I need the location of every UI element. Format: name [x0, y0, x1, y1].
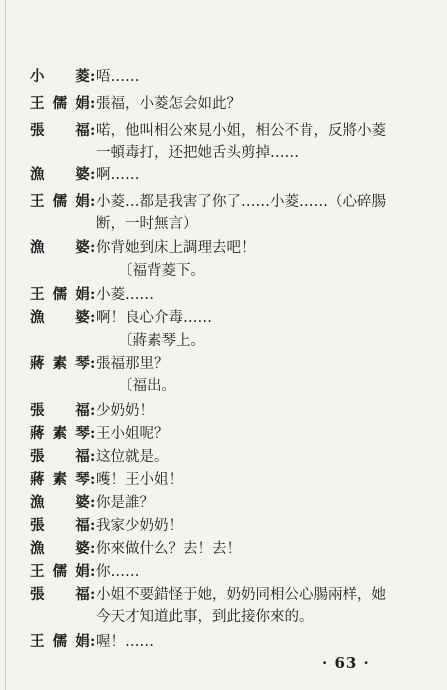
dialogue-continuation: [0, 605, 447, 629]
speaker-colon: :: [90, 471, 96, 488]
dialogue-text: 王小姐呢？: [96, 426, 169, 442]
speaker-colon: :: [90, 286, 96, 303]
speaker-colon: :: [90, 402, 96, 419]
speaker-name: 蔣素琴: [30, 425, 90, 442]
dialogue-text: 你背她到床上調理去吧！: [96, 240, 256, 256]
speaker-colon: :: [90, 95, 96, 112]
speaker-name: 蔣素琴: [30, 355, 90, 372]
speaker-colon: :: [90, 425, 96, 442]
dialogue-line: [0, 236, 447, 260]
dialogue-text: 張福，小菱怎会如此？: [96, 96, 241, 112]
speaker-name: 漁 婆: [30, 166, 90, 183]
dialogue-text: 唔……: [96, 69, 140, 85]
dialogue-text: 啊！良心介毒……: [96, 310, 212, 326]
speaker-name: 王儒娟: [30, 286, 90, 303]
stage-direction-text: 〔福出。: [118, 378, 176, 394]
speaker-name: 張 福: [30, 448, 90, 465]
speaker-colon: :: [90, 586, 96, 603]
speaker-name: 漁 婆: [30, 540, 90, 557]
dialogue-text: 你是誰？: [96, 495, 154, 511]
dialogue-continuation: [0, 141, 447, 165]
dialogue-text: 嚄！王小姐！: [96, 472, 183, 488]
speaker-colon: :: [90, 239, 96, 256]
speaker-colon: :: [90, 166, 96, 183]
speaker-name: 漁 婆: [30, 494, 90, 511]
dialogue-line: [0, 163, 447, 187]
dialogue-line: [0, 491, 447, 515]
dialogue-line: [0, 283, 447, 307]
dialogue-text: 我家少奶奶！: [96, 518, 183, 534]
speaker-name: 張 福: [30, 402, 90, 419]
speaker-name: 張 福: [30, 122, 90, 139]
dialogue-text: 喔！……: [96, 634, 154, 650]
dialogue-line: [0, 630, 447, 654]
stage-direction: [0, 259, 447, 283]
dialogue-text: 一頓毒打，还把她舌头剪掉……: [96, 145, 299, 161]
dialogue-line: [0, 119, 447, 143]
dialogue-text: 啊……: [96, 167, 140, 183]
page-number: · 63 ·: [322, 654, 370, 672]
speaker-name: 張 福: [30, 517, 90, 534]
speaker-name: 王儒娟: [30, 193, 90, 210]
speaker-colon: :: [90, 68, 96, 85]
dialogue-text: 小菱…都是我害了你了……小菱……（心碎腸: [96, 194, 386, 210]
speaker-colon: :: [90, 517, 96, 534]
dialogue-line: [0, 306, 447, 330]
speaker-colon: :: [90, 563, 96, 580]
dialogue-text: 小菱……: [96, 287, 154, 303]
dialogue-line: [0, 468, 447, 492]
stage-direction-text: 〔福背菱下。: [118, 263, 205, 279]
speaker-name: 漁 婆: [30, 239, 90, 256]
speaker-name: 王儒娟: [30, 95, 90, 112]
dialogue-text: 你……: [96, 564, 140, 580]
speaker-name: 王儒娟: [30, 633, 90, 650]
speaker-name: 張 福: [30, 586, 90, 603]
dialogue-continuation: [0, 212, 447, 236]
speaker-name: 蔣素琴: [30, 471, 90, 488]
dialogue-text: 少奶奶！: [96, 403, 154, 419]
speaker-colon: :: [90, 448, 96, 465]
dialogue-line: [0, 92, 447, 116]
speaker-colon: :: [90, 540, 96, 557]
dialogue-line: [0, 399, 447, 423]
dialogue-line: [0, 65, 447, 89]
speaker-colon: :: [90, 193, 96, 210]
speaker-name: 小 菱: [30, 68, 90, 85]
stage-direction: [0, 374, 447, 398]
dialogue-text: 这位就是。: [96, 449, 169, 465]
dialogue-line: [0, 352, 447, 376]
stage-direction-text: 〔蔣素琴上。: [118, 333, 205, 349]
speaker-colon: :: [90, 355, 96, 372]
speaker-colon: :: [90, 633, 96, 650]
speaker-name: 王儒娟: [30, 563, 90, 580]
dialogue-text: 今天才知道此事，到此接你來的。: [96, 609, 314, 625]
stage-direction: [0, 329, 447, 353]
speaker-colon: :: [90, 309, 96, 326]
dialogue-line: [0, 445, 447, 469]
dialogue-text: 喏，他叫相公來見小姐，相公不肯，反將小菱: [96, 123, 386, 139]
speaker-name: 漁 婆: [30, 309, 90, 326]
dialogue-line: [0, 560, 447, 584]
dialogue-text: 張福那里？: [96, 356, 169, 372]
dialogue-line: [0, 190, 447, 214]
dialogue-line: [0, 537, 447, 561]
dialogue-line: [0, 514, 447, 538]
speaker-colon: :: [90, 122, 96, 139]
speaker-colon: :: [90, 494, 96, 511]
dialogue-text: 断，一时無言）: [96, 216, 198, 232]
dialogue-line: [0, 583, 447, 607]
dialogue-line: [0, 422, 447, 446]
dialogue-text: 你來做什么？去！去！: [96, 541, 241, 557]
dialogue-text: 小姐不要錯怪于她，奶奶同相公心腸兩样，她: [96, 587, 386, 603]
